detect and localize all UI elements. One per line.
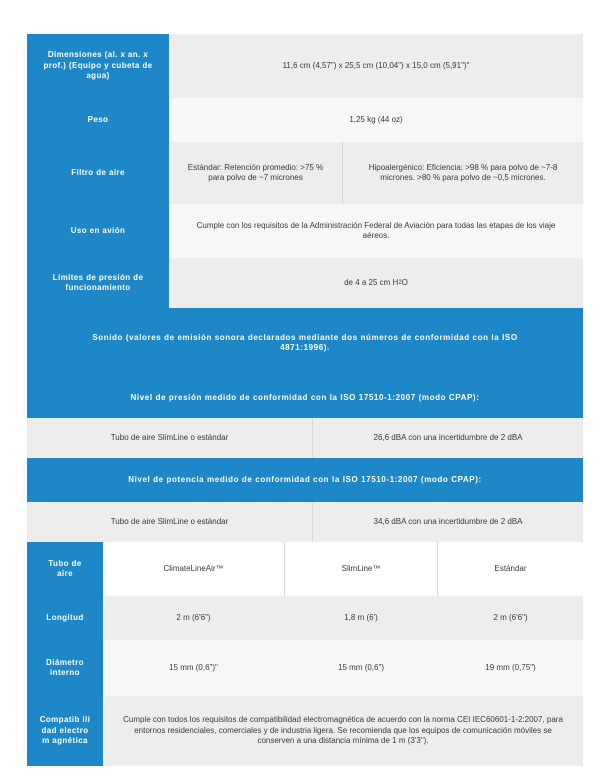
presion-value-suffix: O: [401, 277, 408, 287]
presion-value: [169, 258, 583, 308]
diametro-slimline: 15 mm (0,6"): [284, 640, 438, 696]
diametro-label: Diámetro interno: [27, 640, 103, 696]
nivel-potencia-header: Nivel de potencia medido de conformidad con la ISO 17510-1:2007 (modo CPAP):: [27, 458, 583, 502]
peso-value: 1,25 kg (44 oz): [169, 98, 583, 142]
tubo-col-slimline: SlimLine™: [285, 542, 437, 596]
longitud-label: Longitud: [27, 596, 103, 640]
peso-label: Peso: [27, 98, 169, 142]
filtro-hipoalergenico: Hipoalergénico: Eficiencia: >98 % para polvo de ~7-8 micrones. >80 % para polvo de ~0,5 micrones.: [343, 142, 583, 204]
avion-label: Uso en avión: [27, 204, 169, 258]
sonido-header: Sonido (valores de emisión sonora declarados mediante dos números de conformidad con la ISO 4871:1996).: [27, 308, 583, 378]
avion-value: Cumple con los requisitos de la Administración Federal de Aviación para todas las etapas de los viaje aéreos.: [169, 204, 583, 258]
dimensiones-value: 11,6 cm (4,57") x 25,5 cm (10,04") x 15,0 cm (5,91")": [169, 34, 583, 98]
diametro-climatelineair: 15 mm (0,6")": [103, 640, 284, 696]
longitud-estandar: 2 m (6'6"): [438, 596, 583, 640]
filtro-label: Filtro de aire: [27, 142, 169, 204]
presion-value-sub: 2: [398, 279, 402, 286]
tubo-col-estandar: Estándar: [438, 542, 583, 596]
nivel-presion-valor: 26,6 dBA con una incertidumbre de 2 dBA: [313, 418, 583, 458]
longitud-climatelineair: 2 m (6'6"): [103, 596, 284, 640]
filtro-estandar: Estándar: Retención promedio: >75 % para polvo de ~7 micrones: [169, 142, 342, 204]
presion-label: Límites de presión de funcionamiento: [27, 258, 169, 308]
presion-value-prefix: de 4 a 25 cm H: [344, 277, 399, 287]
compat-value: Cumple con todos los requisitos de compatibilidad electromagnética de acuerdo con la norma CEI IEC60601-1-2:2007, para entornos residenciales, comerciales y de industria ligera. Se recomienda que los equipos de comunicación móviles se conserven a una distancia mínima de 1 m (3'3").: [103, 696, 583, 766]
nivel-presion-header: Nivel de presión medido de conformidad con la ISO 17510-1:2007 (modo CPAP):: [27, 378, 583, 418]
diametro-estandar: 19 mm (0,75"): [438, 640, 583, 696]
longitud-slimline: 1,8 m (6'): [284, 596, 438, 640]
compat-label: Compatib ilidad electrom agnética: [27, 696, 103, 766]
tubo-col-climatelineair: ClimateLineAir™: [103, 542, 284, 596]
dimensiones-label: Dimensiones (al. x an. x prof.) (Equipo y cubeta de agua): [27, 34, 169, 98]
tubo-header-label: Tubo de aire: [27, 542, 103, 596]
nivel-potencia-valor: 34,6 dBA con una incertidumbre de 2 dBA: [313, 502, 583, 542]
nivel-potencia-tubo: Tubo de aire SlimLine o estándar: [27, 502, 312, 542]
nivel-presion-tubo: Tubo de aire SlimLine o estándar: [27, 418, 312, 458]
